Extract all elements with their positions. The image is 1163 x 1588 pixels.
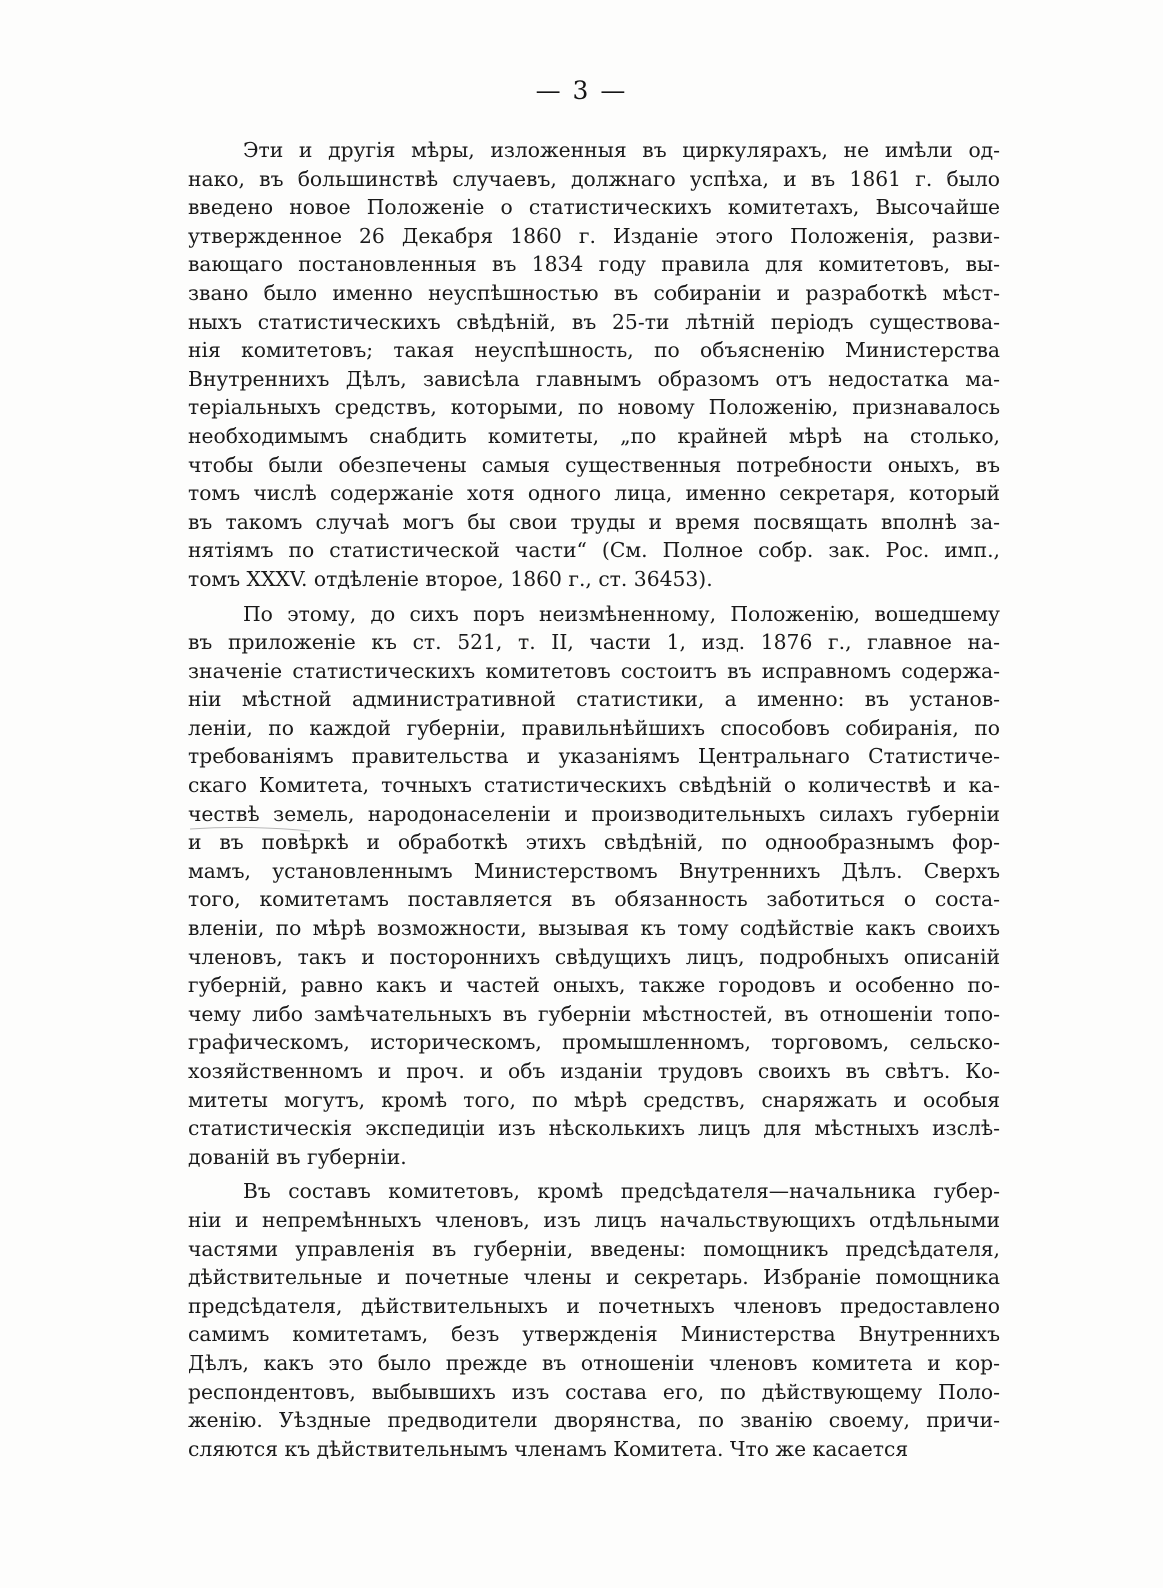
paragraph-2 bbox=[188, 600, 1000, 1172]
text-line: требованіямъ правительства и указаніямъ Центральнаго Статистиче- bbox=[188, 744, 1000, 769]
text-line: предсѣдателя, дѣйствительныхъ и почетныхъ членовъ предоставлено bbox=[188, 1293, 1000, 1318]
text-line: нако, въ большинствѣ случаевъ, должнаго успѣха, и въ 1861 г. было bbox=[188, 166, 1000, 191]
text-line: дѣйствительные и почетные члены и секретарь. Избраніе помощника bbox=[188, 1265, 1000, 1290]
text-line: томъ XXXV. отдѣленіе второе, 1860 г., ст. 36453). bbox=[188, 566, 713, 591]
text-line: сляются къ дѣйствительнымъ членамъ Комитета. Что же касается bbox=[188, 1436, 909, 1461]
text-line: хозяйственномъ и проч. и объ изданіи трудовъ своихъ въ свѣтъ. Ко- bbox=[188, 1059, 1000, 1083]
text-line: леніи, по каждой губерніи, правильнѣйшихъ способовъ собиранія, по bbox=[188, 715, 1000, 740]
text-line: членовъ, такъ и постороннихъ свѣдущихъ лицъ, подробныхъ описаній bbox=[188, 944, 1000, 969]
body-text bbox=[188, 136, 1000, 1463]
text-line: губерній, равно какъ и частей оныхъ, также городовъ и особенно по- bbox=[188, 973, 1000, 998]
text-line: введено новое Положеніе о статистическихъ комитетахъ, Высочайше bbox=[188, 195, 1000, 220]
text-line: вающаго постановленныя въ 1834 году правила для комитетовъ, вы- bbox=[188, 252, 1000, 277]
text-line: нятіямъ по статистической части“ (См. Полное собр. зак. Рос. имп., bbox=[188, 538, 1000, 563]
text-line: самимъ комитетамъ, безъ утвержденія Министерства Внутреннихъ bbox=[188, 1322, 1000, 1347]
paragraph-3 bbox=[188, 1177, 1000, 1463]
text-line: митеты могутъ, кромѣ того, по мѣрѣ средствъ, снаряжать и особыя bbox=[188, 1087, 1000, 1112]
text-line: респондентовъ, выбывшихъ изъ состава его, по дѣйствующему Поло- bbox=[188, 1379, 1000, 1404]
text-line: ныхъ статистическихъ свѣдѣній, въ 25-ти лѣтній періодъ существова- bbox=[188, 309, 1000, 334]
page-number: — 3 — bbox=[535, 76, 628, 105]
paragraph-1 bbox=[188, 136, 1000, 594]
text-line: вленіи, по мѣрѣ возможности, вызывая къ тому содѣйствіе какъ своихъ bbox=[188, 916, 1000, 941]
text-line: ніи мѣстной административной статистики, а именно: въ установ- bbox=[188, 687, 1000, 712]
text-line: и въ повѣркѣ и обработкѣ этихъ свѣдѣній, по однообразнымъ фор- bbox=[188, 830, 1000, 855]
text-line: Въ составъ комитетовъ, кромѣ предсѣдателя—начальника губер- bbox=[243, 1179, 1000, 1204]
text-line: дованій въ губерніи. bbox=[188, 1144, 407, 1169]
text-line: частями управленія въ губерніи, введены: помощникъ предсѣдателя, bbox=[188, 1236, 1000, 1261]
text-line: Эти и другія мѣры, изложенныя въ циркулярахъ, не имѣли од- bbox=[243, 138, 1000, 162]
text-line: скаго Комитета, точныхъ статистическихъ свѣдѣній о количествѣ и ка- bbox=[188, 773, 1000, 798]
text-line: мамъ, установленнымъ Министерствомъ Внутреннихъ Дѣлъ. Сверхъ bbox=[188, 858, 1000, 883]
text-line: звано было именно неуспѣшностью въ собираніи и разработкѣ мѣст- bbox=[188, 280, 1000, 305]
text-line: чтобы были обезпечены самыя существенныя потребности оныхъ, въ bbox=[188, 452, 1000, 477]
text-line: ніи и непремѣнныхъ членовъ, изъ лицъ начальствующихъ отдѣльными bbox=[188, 1207, 1000, 1232]
text-line: утвержденное 26 Декабря 1860 г. Изданіе этого Положенія, разви- bbox=[188, 223, 1000, 248]
text-line: чему либо замѣчательныхъ въ губерніи мѣстностей, въ отношеніи топо- bbox=[188, 1001, 1000, 1026]
text-line: того, комитетамъ поставляется въ обязанность заботиться о соста- bbox=[188, 887, 1000, 912]
text-line: женію. Уѣздные предводители дворянства, по званію своему, причи- bbox=[188, 1408, 1000, 1433]
text-line: необходимымъ снабдить комитеты, „по крайней мѣрѣ на столько, bbox=[188, 423, 1000, 448]
text-line: графическомъ, историческомъ, промышленномъ, торговомъ, сельско- bbox=[188, 1030, 1000, 1055]
text-line: Внутреннихъ Дѣлъ, зависѣла главнымъ образомъ отъ недостатка ма- bbox=[188, 366, 1000, 391]
text-line: Дѣлъ, какъ это было прежде въ отношеніи членовъ комитета и кор- bbox=[188, 1350, 1000, 1375]
text-line: теріальныхъ средствъ, которыми, по новому Положенію, признавалось bbox=[188, 395, 1000, 420]
text-line: въ такомъ случаѣ могъ бы свои труды и время посвящать вполнѣ за- bbox=[188, 509, 1000, 534]
text-line: въ приложеніе къ ст. 521, т. II, части 1, изд. 1876 г., главное на- bbox=[188, 630, 1000, 655]
text-line: По этому, до сихъ поръ неизмѣненному, Положенію, вошедшему bbox=[243, 601, 1000, 626]
text-line: статистическія экспедиціи изъ нѣсколькихъ лицъ для мѣстныхъ изслѣ- bbox=[188, 1116, 1000, 1141]
text-line: нія комитетовъ; такая неуспѣшность, по объясненію Министерства bbox=[188, 338, 1000, 363]
text-line: томъ числѣ содержаніе хотя одного лица, именно секретаря, который bbox=[188, 481, 1000, 506]
text-line: значеніе статистическихъ комитетовъ состоитъ въ исправномъ содержа- bbox=[188, 658, 1000, 683]
text-line: чествѣ земель, народонаселеніи и производительныхъ силахъ губерніи bbox=[188, 801, 1000, 826]
